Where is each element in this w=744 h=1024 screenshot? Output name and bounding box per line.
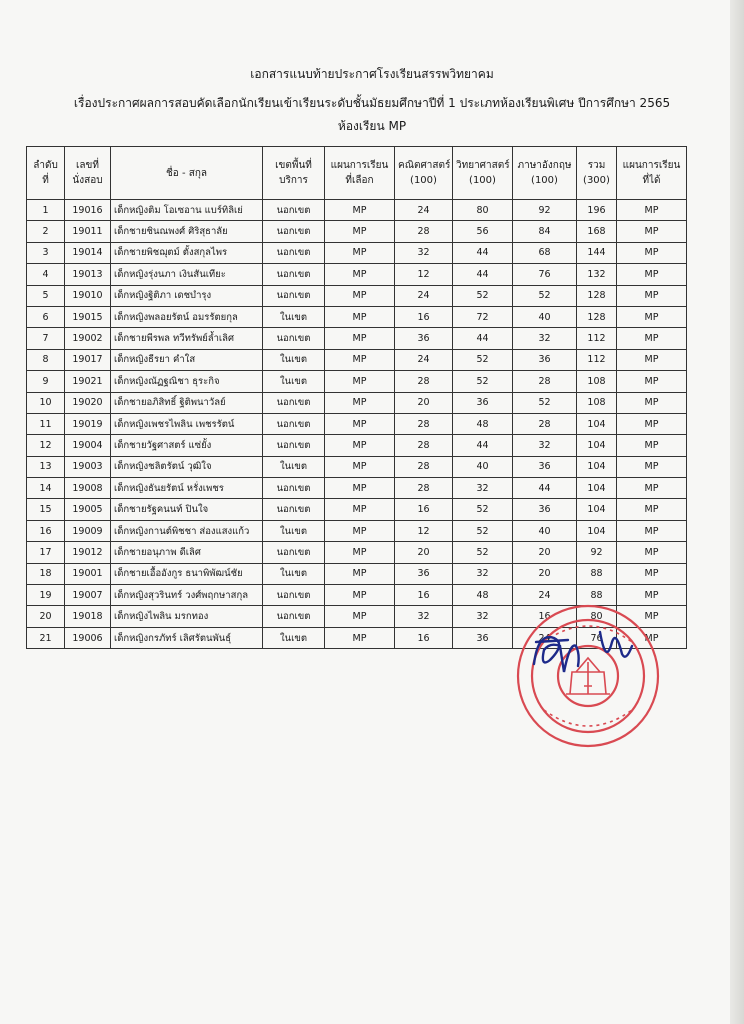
column-header-sublabel: (100): [410, 175, 437, 186]
cell-result: MP: [617, 627, 687, 648]
cell-no: 11: [27, 413, 65, 434]
cell-no: 21: [27, 627, 65, 648]
cell-zone: ในเขต: [263, 456, 325, 477]
cell-sci: 48: [453, 413, 513, 434]
cell-seat: 19021: [65, 371, 111, 392]
cell-math: 12: [395, 264, 453, 285]
table-row: [27, 563, 687, 584]
table-row: [27, 328, 687, 349]
table-row: [27, 200, 687, 221]
cell-no: 6: [27, 306, 65, 327]
cell-total: 88: [577, 585, 617, 606]
cell-plan: MP: [325, 627, 395, 648]
cell-plan: MP: [325, 478, 395, 499]
cell-seat: 19005: [65, 499, 111, 520]
cell-sci: 40: [453, 456, 513, 477]
cell-result: MP: [617, 349, 687, 370]
cell-seat: 19004: [65, 435, 111, 456]
column-header-label: รวม: [587, 160, 606, 171]
cell-zone: นอกเขต: [263, 606, 325, 627]
column-header-label: คณิตศาสตร์: [398, 160, 451, 171]
cell-sci: 44: [453, 328, 513, 349]
cell-math: 12: [395, 520, 453, 541]
column-header-sci: [453, 147, 513, 200]
table-row: [27, 456, 687, 477]
cell-zone: นอกเขต: [263, 413, 325, 434]
cell-math: 24: [395, 349, 453, 370]
cell-seat: 19011: [65, 221, 111, 242]
cell-zone: ในเขต: [263, 371, 325, 392]
cell-zone: นอกเขต: [263, 435, 325, 456]
cell-result: MP: [617, 392, 687, 413]
cell-plan: MP: [325, 606, 395, 627]
column-header-seat: [65, 147, 111, 200]
cell-seat: 19014: [65, 242, 111, 263]
cell-seat: 19006: [65, 627, 111, 648]
cell-name: เด็กชายรัฐคนนท์ ปินใจ: [111, 499, 263, 520]
column-header-label: ลำดับที่: [33, 160, 58, 186]
table-row: [27, 264, 687, 285]
results-table: [26, 146, 687, 649]
cell-result: MP: [617, 371, 687, 392]
cell-math: 16: [395, 499, 453, 520]
column-header-label: วิทยาศาสตร์: [456, 160, 510, 171]
column-header-name: [111, 147, 263, 200]
header-row: [27, 147, 687, 200]
cell-no: 1: [27, 200, 65, 221]
cell-name: เด็กหญิงชลิตรัตน์ วุฒิใจ: [111, 456, 263, 477]
cell-total: 104: [577, 499, 617, 520]
table-row: [27, 371, 687, 392]
column-header-label: เลขที่: [76, 160, 99, 171]
cell-seat: 19017: [65, 349, 111, 370]
column-header-sublabel: (100): [531, 175, 558, 186]
cell-plan: MP: [325, 264, 395, 285]
cell-total: 104: [577, 478, 617, 499]
cell-math: 16: [395, 585, 453, 606]
cell-zone: ในเขต: [263, 563, 325, 584]
table-header: [27, 147, 687, 200]
cell-eng: 28: [513, 413, 577, 434]
cell-seat: 19003: [65, 456, 111, 477]
cell-zone: นอกเขต: [263, 499, 325, 520]
cell-no: 20: [27, 606, 65, 627]
cell-math: 28: [395, 456, 453, 477]
table-row: [27, 285, 687, 306]
cell-plan: MP: [325, 242, 395, 263]
cell-no: 10: [27, 392, 65, 413]
column-header-total: [577, 147, 617, 200]
cell-math: 24: [395, 285, 453, 306]
cell-total: 88: [577, 563, 617, 584]
table-row: [27, 349, 687, 370]
cell-name: เด็กชายวัฐศาสตร์ แซ่ยั้ง: [111, 435, 263, 456]
cell-result: MP: [617, 585, 687, 606]
column-header-sublabel: (300): [583, 175, 610, 186]
column-header-result: [617, 147, 687, 200]
cell-plan: MP: [325, 221, 395, 242]
cell-total: 196: [577, 200, 617, 221]
cell-no: 2: [27, 221, 65, 242]
cell-total: 104: [577, 456, 617, 477]
cell-total: 132: [577, 264, 617, 285]
cell-total: 112: [577, 349, 617, 370]
cell-total: 92: [577, 542, 617, 563]
column-header-label: ภาษาอังกฤษ: [517, 160, 572, 171]
cell-plan: MP: [325, 563, 395, 584]
cell-no: 17: [27, 542, 65, 563]
table-body: [27, 200, 687, 649]
cell-no: 5: [27, 285, 65, 306]
cell-math: 24: [395, 200, 453, 221]
cell-name: เด็กหญิงสุวรินทร์ วงศ์พฤกษาสกุล: [111, 585, 263, 606]
cell-eng: 20: [513, 542, 577, 563]
table-row: [27, 435, 687, 456]
cell-sci: 72: [453, 306, 513, 327]
school-seal-with-signature: [514, 602, 662, 750]
cell-seat: 19010: [65, 285, 111, 306]
cell-no: 16: [27, 520, 65, 541]
cell-plan: MP: [325, 328, 395, 349]
cell-zone: ในเขต: [263, 349, 325, 370]
cell-seat: 19020: [65, 392, 111, 413]
cell-sci: 52: [453, 285, 513, 306]
cell-result: MP: [617, 542, 687, 563]
cell-name: เด็กชายอภิสิทธิ์ ฐิติพนาวัลย์: [111, 392, 263, 413]
cell-no: 12: [27, 435, 65, 456]
cell-total: 144: [577, 242, 617, 263]
cell-result: MP: [617, 456, 687, 477]
cell-eng: 20: [513, 563, 577, 584]
column-header-no: [27, 147, 65, 200]
table-row: [27, 306, 687, 327]
table-row: [27, 413, 687, 434]
cell-eng: 16: [513, 606, 577, 627]
cell-plan: MP: [325, 306, 395, 327]
cell-zone: นอกเขต: [263, 392, 325, 413]
cell-sci: 36: [453, 627, 513, 648]
cell-plan: MP: [325, 456, 395, 477]
cell-eng: 40: [513, 306, 577, 327]
cell-math: 20: [395, 392, 453, 413]
cell-math: 32: [395, 242, 453, 263]
cell-zone: นอกเขต: [263, 221, 325, 242]
cell-name: เด็กหญิงฐิติภา เดชบำรุง: [111, 285, 263, 306]
cell-math: 32: [395, 606, 453, 627]
cell-eng: 24: [513, 585, 577, 606]
cell-name: เด็กหญิงกานต์พิชชา ส่องแสงแก้ว: [111, 520, 263, 541]
cell-name: เด็กหญิงรุ่งนภา เงินสันเทียะ: [111, 264, 263, 285]
cell-name: เด็กชายพิชฌุตม์ ตั้งสกุลไพร: [111, 242, 263, 263]
cell-name: เด็กหญิงพลอยรัตน์ อมรรัตยกุล: [111, 306, 263, 327]
cell-eng: 44: [513, 478, 577, 499]
cell-eng: 24: [513, 627, 577, 648]
cell-plan: MP: [325, 285, 395, 306]
cell-seat: 19001: [65, 563, 111, 584]
cell-math: 28: [395, 221, 453, 242]
cell-seat: 19016: [65, 200, 111, 221]
table-row: [27, 392, 687, 413]
cell-math: 28: [395, 478, 453, 499]
cell-zone: ในเขต: [263, 520, 325, 541]
cell-plan: MP: [325, 520, 395, 541]
cell-result: MP: [617, 563, 687, 584]
cell-eng: 92: [513, 200, 577, 221]
cell-total: 108: [577, 392, 617, 413]
cell-eng: 28: [513, 371, 577, 392]
cell-name: เด็กหญิงธีรยา คำใส: [111, 349, 263, 370]
cell-no: 18: [27, 563, 65, 584]
cell-sci: 56: [453, 221, 513, 242]
cell-sci: 52: [453, 542, 513, 563]
cell-result: MP: [617, 242, 687, 263]
column-header-label: แผนการเรียน: [330, 160, 389, 171]
cell-eng: 52: [513, 392, 577, 413]
cell-plan: MP: [325, 200, 395, 221]
cell-seat: 19002: [65, 328, 111, 349]
cell-zone: นอกเขต: [263, 264, 325, 285]
document-title: เอกสารแนบท้ายประกาศโรงเรียนสรรพวิทยาคม: [250, 67, 494, 81]
cell-total: 128: [577, 285, 617, 306]
cell-seat: 19008: [65, 478, 111, 499]
cell-name: เด็กหญิงกรภัทร์ เลิศรัตนพันธุ์: [111, 627, 263, 648]
column-header-sublabel: ที่เลือก: [345, 175, 374, 186]
cell-math: 28: [395, 413, 453, 434]
cell-name: เด็กหญิงธันยรัตน์ หรั่งเพชร: [111, 478, 263, 499]
cell-result: MP: [617, 264, 687, 285]
cell-name: เด็กหญิงเพชรไพลิน เพชรรัตน์: [111, 413, 263, 434]
cell-eng: 36: [513, 456, 577, 477]
cell-plan: MP: [325, 435, 395, 456]
cell-sci: 48: [453, 585, 513, 606]
cell-math: 28: [395, 435, 453, 456]
column-header-zone: [263, 147, 325, 200]
cell-result: MP: [617, 328, 687, 349]
cell-result: MP: [617, 285, 687, 306]
column-header-eng: [513, 147, 577, 200]
cell-total: 104: [577, 413, 617, 434]
cell-seat: 19013: [65, 264, 111, 285]
cell-plan: MP: [325, 371, 395, 392]
cell-sci: 80: [453, 200, 513, 221]
page-edge: [730, 0, 744, 1024]
column-header-sublabel: (100): [469, 175, 496, 186]
cell-result: MP: [617, 221, 687, 242]
cell-sci: 52: [453, 499, 513, 520]
cell-seat: 19007: [65, 585, 111, 606]
cell-sci: 44: [453, 242, 513, 263]
cell-eng: 68: [513, 242, 577, 263]
cell-seat: 19012: [65, 542, 111, 563]
cell-zone: นอกเขต: [263, 478, 325, 499]
cell-no: 15: [27, 499, 65, 520]
cell-result: MP: [617, 435, 687, 456]
cell-result: MP: [617, 499, 687, 520]
column-header-label: แผนการเรียน: [622, 160, 681, 171]
cell-zone: นอกเขต: [263, 200, 325, 221]
cell-eng: 76: [513, 264, 577, 285]
cell-result: MP: [617, 478, 687, 499]
cell-name: เด็กหญิงไพลิน มรกทอง: [111, 606, 263, 627]
cell-math: 36: [395, 563, 453, 584]
column-header-label: ชื่อ - สกุล: [165, 167, 208, 179]
cell-name: เด็กชายอนุภาพ ดีเลิศ: [111, 542, 263, 563]
cell-zone: นอกเขต: [263, 285, 325, 306]
cell-result: MP: [617, 200, 687, 221]
table-row: [27, 520, 687, 541]
cell-plan: MP: [325, 542, 395, 563]
cell-name: เด็กชายชินณพงศ์ ศิริสุธาลัย: [111, 221, 263, 242]
cell-result: MP: [617, 606, 687, 627]
cell-sci: 32: [453, 478, 513, 499]
cell-sci: 44: [453, 264, 513, 285]
column-header-sublabel: ที่ได้: [642, 175, 661, 186]
cell-sci: 32: [453, 563, 513, 584]
column-header-label: เขตพื้นที่: [275, 160, 312, 171]
cell-result: MP: [617, 520, 687, 541]
cell-total: 76: [577, 627, 617, 648]
cell-no: 4: [27, 264, 65, 285]
table-row: [27, 542, 687, 563]
cell-name: เด็กชายเอื้ออังกูร ธนาพิพัฒน์ชัย: [111, 563, 263, 584]
cell-math: 28: [395, 371, 453, 392]
cell-no: 14: [27, 478, 65, 499]
cell-total: 108: [577, 371, 617, 392]
cell-plan: MP: [325, 585, 395, 606]
cell-eng: 36: [513, 349, 577, 370]
cell-sci: 36: [453, 392, 513, 413]
cell-no: 7: [27, 328, 65, 349]
cell-seat: 19009: [65, 520, 111, 541]
cell-no: 3: [27, 242, 65, 263]
cell-eng: 40: [513, 520, 577, 541]
cell-sci: 52: [453, 349, 513, 370]
cell-zone: ในเขต: [263, 627, 325, 648]
cell-zone: ในเขต: [263, 306, 325, 327]
cell-sci: 52: [453, 371, 513, 392]
cell-eng: 52: [513, 285, 577, 306]
cell-total: 104: [577, 435, 617, 456]
cell-seat: 19015: [65, 306, 111, 327]
cell-eng: 84: [513, 221, 577, 242]
table-row: [27, 499, 687, 520]
cell-zone: นอกเขต: [263, 542, 325, 563]
column-header-sublabel: นั่งสอบ: [72, 175, 103, 186]
cell-zone: นอกเขต: [263, 242, 325, 263]
column-header-plan: [325, 147, 395, 200]
cell-math: 16: [395, 627, 453, 648]
cell-zone: นอกเขต: [263, 585, 325, 606]
cell-name: เด็กหญิงติม โอเซอาน แบร์ทิลิเย่: [111, 200, 263, 221]
cell-plan: MP: [325, 349, 395, 370]
cell-result: MP: [617, 413, 687, 434]
cell-result: MP: [617, 306, 687, 327]
cell-no: 19: [27, 585, 65, 606]
cell-no: 8: [27, 349, 65, 370]
cell-total: 80: [577, 606, 617, 627]
cell-zone: นอกเขต: [263, 328, 325, 349]
cell-total: 104: [577, 520, 617, 541]
cell-sci: 52: [453, 520, 513, 541]
cell-no: 13: [27, 456, 65, 477]
table-row: [27, 242, 687, 263]
cell-math: 20: [395, 542, 453, 563]
classroom-label: ห้องเรียน MP: [337, 119, 407, 133]
cell-total: 128: [577, 306, 617, 327]
cell-name: เด็กชายพีรพล ทวีทรัพย์ล้ำเลิศ: [111, 328, 263, 349]
table-row: [27, 221, 687, 242]
cell-math: 16: [395, 306, 453, 327]
cell-no: 9: [27, 371, 65, 392]
column-header-sublabel: บริการ: [279, 175, 308, 186]
cell-math: 36: [395, 328, 453, 349]
cell-eng: 32: [513, 328, 577, 349]
cell-total: 112: [577, 328, 617, 349]
cell-plan: MP: [325, 499, 395, 520]
document-subject: เรื่องประกาศผลการสอบคัดเลือกนักเรียนเข้าเรียนระดับชั้นมัธยมศึกษาปีที่ 1 ประเภทห้องเรียนพิเศษ ปีการศึกษา 2565: [73, 96, 671, 110]
cell-seat: 19019: [65, 413, 111, 434]
table-row: [27, 478, 687, 499]
cell-sci: 44: [453, 435, 513, 456]
cell-total: 168: [577, 221, 617, 242]
column-header-math: [395, 147, 453, 200]
cell-sci: 32: [453, 606, 513, 627]
cell-eng: 32: [513, 435, 577, 456]
cell-eng: 36: [513, 499, 577, 520]
cell-name: เด็กหญิงณัฏฐณิชา ธุระกิจ: [111, 371, 263, 392]
cell-seat: 19018: [65, 606, 111, 627]
cell-plan: MP: [325, 413, 395, 434]
cell-plan: MP: [325, 392, 395, 413]
